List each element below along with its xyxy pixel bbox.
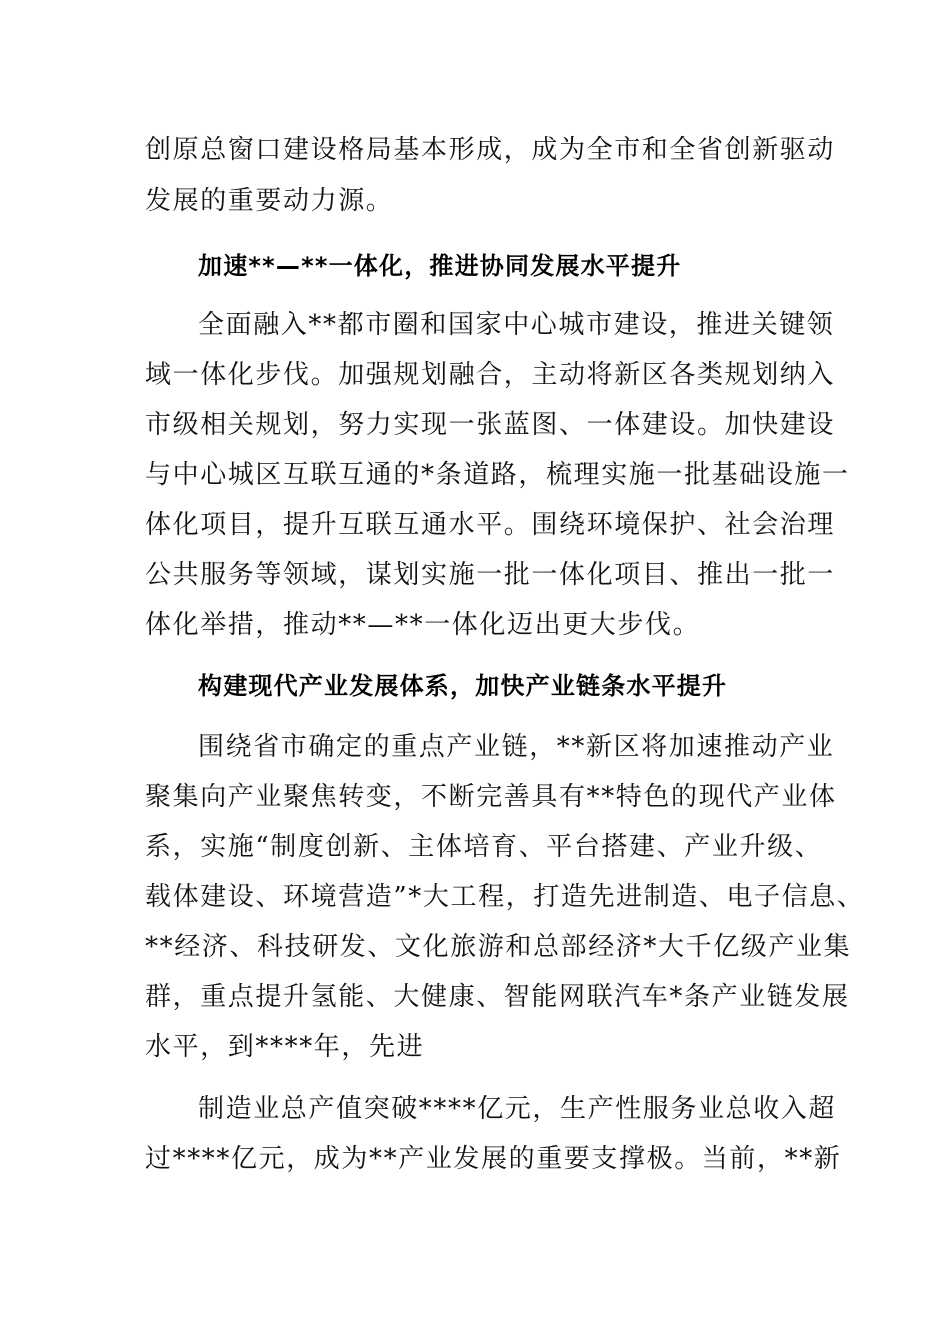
intro-line-1: 创原总窗口建设格局基本形成，成为全市和全省创新驱动 bbox=[145, 135, 836, 165]
para-1-line-6: 公共服务等领域，谋划实施一批一体化项目、推出一批一 bbox=[145, 560, 836, 590]
para-2-line-3: 系，实施“制度创新、主体培育、平台搭建、产业升级、 bbox=[145, 832, 823, 862]
section-heading-integration: 加速**—**一体化，推进协同发展水平提升 bbox=[198, 252, 682, 280]
intro-line-2: 发展的重要动力源。 bbox=[145, 186, 394, 216]
para-1-line-7: 体化举措，推动**—**一体化迈出更大步伐。 bbox=[145, 610, 701, 640]
para-2-line-2: 聚集向产业聚焦转变，不断完善具有**特色的现代产业体 bbox=[145, 782, 837, 812]
para-2-line-5: **经济、科技研发、文化旅游和总部经济*大千亿级产业集 bbox=[145, 932, 852, 962]
para-1-line-1: 全面融入**都市圈和国家中心城市建设，推进关键领 bbox=[198, 310, 835, 340]
para-1-line-3: 市级相关规划，努力实现一张蓝图、一体建设。加快建设 bbox=[145, 410, 836, 440]
para-3-line-1: 制造业总产值突破****亿元，生产性服务业总收入超 bbox=[198, 1094, 837, 1124]
para-1-line-4: 与中心城区互联互通的*条道路，梳理实施一批基础设施一 bbox=[145, 460, 850, 490]
para-1-line-5: 体化项目，提升互联互通水平。围绕环境保护、社会治理 bbox=[145, 510, 836, 540]
para-2-line-1: 围绕省市确定的重点产业链，**新区将加速推动产业 bbox=[198, 732, 835, 762]
para-2-line-4: 载体建设、环境营造”*大工程，打造先进制造、电子信息、 bbox=[145, 882, 865, 912]
para-2-line-6: 群，重点提升氢能、大健康、智能网联汽车*条产业链发展 bbox=[145, 982, 850, 1012]
para-1-line-2: 域一体化步伐。加强规划融合，主动将新区各类规划纳入 bbox=[145, 360, 836, 390]
para-3-line-2: 过****亿元，成为**产业发展的重要支撑极。当前，**新 bbox=[145, 1144, 842, 1174]
para-2-line-7: 水平，到****年，先进 bbox=[145, 1032, 425, 1062]
section-heading-industry: 构建现代产业发展体系，加快产业链条水平提升 bbox=[198, 672, 728, 700]
